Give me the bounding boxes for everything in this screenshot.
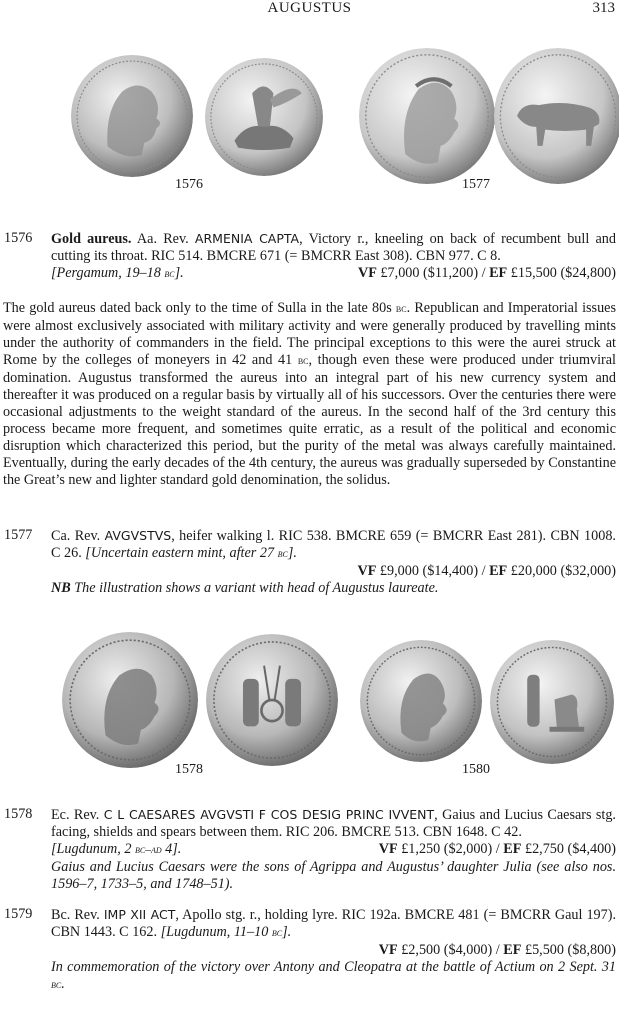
- entry-description: Ec. Rev.: [51, 807, 104, 823]
- entry-title: Gold aureus.: [51, 231, 132, 247]
- price-line: VF £2,500 ($4,000) / EF £5,500 ($8,800): [378, 942, 616, 958]
- coin-1578-obverse-photo: [62, 632, 198, 768]
- entry-note: In commemoration of the victory over Antony and Cleopatra at the battle of Actium on 2 Sept. 31 bc.: [51, 959, 616, 992]
- entry-description: , heifer walking l. RIC 538. BMCRE 659 (= BMCRR East 281). CBN 1008. C 26.: [51, 528, 616, 561]
- running-header-title: AUGUSTUS: [267, 0, 352, 16]
- mint-and-price-line: [51, 841, 616, 859]
- aureus-history-paragraph: The gold aureus dated back only to the time of Sulla in the late 80s bc. Republican and Imperatorial issues were almost exclusively associated with military activity and were generally produced by travelling mints under the authority of commanders in the field. The principal exceptions to this were the aurei struck at Rome by the colleges of moneyers in 42 and 41 bc, though even these were produced under triumviral domination. Augustus transformed the aureus into an integral part of his new currency system and thereafter it was produced on a regular basis by virtually all of his successors. Over the centuries there were occasional adjustments to the weight standard of the aureus. In the second half of the 3rd century this process became more frequent, and sometimes quite erratic, as a result of the political and economic disruption which characterized this period, but the purity of the metal was always carefully maintained. Eventually, during the early decades of the 4th century, the aureus was gradually superseded by Constantine the Great’s new and lighter standard gold denomination, the solidus.: [3, 300, 616, 488]
- figure-caption-1578: 1578: [175, 762, 203, 777]
- coin-1578-reverse-photo: [206, 634, 338, 766]
- entry-text: [51, 806, 616, 893]
- entry-description: Aa. Rev.: [131, 231, 195, 247]
- coin-legend: IMP XII ACT: [103, 907, 176, 922]
- figure-caption-1577: 1577: [462, 177, 490, 192]
- coin-legend: ARMENIA CAPTA: [194, 231, 300, 246]
- coin-1580-obverse-photo: [360, 640, 482, 762]
- entry-note: Gaius and Lucius Caesars were the sons of Agrippa and Augustus’ daughter Julia (see also nos. 1596–7, 1733–5, and 1748–51).: [51, 859, 616, 892]
- mint-attribution: [Uncertain eastern mint, after 27 bc].: [85, 545, 297, 561]
- coin-1577-reverse-photo: [494, 48, 619, 184]
- page-number: 313: [592, 0, 615, 16]
- entry-text: [51, 230, 616, 283]
- coin-legend: AVGVSTVS: [104, 528, 172, 543]
- mint-attribution: [Lugdunum, 2 bc–ad 4].: [51, 841, 182, 857]
- mint-and-price-line: [51, 265, 616, 283]
- entry-text: [51, 527, 616, 597]
- entry-description: Bc. Rev.: [51, 907, 104, 923]
- coin-1576-reverse-photo: [205, 58, 323, 176]
- figure-caption-1576: 1576: [175, 177, 203, 192]
- coin-1580-reverse-photo: [490, 640, 614, 764]
- entry-number: 1579: [4, 906, 33, 922]
- mint-attribution: [Lugdunum, 11–10 bc].: [160, 924, 292, 940]
- entry-note: NB The illustration shows a variant with head of Augustus laureate.: [51, 580, 439, 596]
- entry-number: 1576: [4, 230, 33, 246]
- entry-text: [51, 906, 616, 994]
- entry-description: , Gaius and Lucius Caesars stg. facing, shields and spears between them. RIC 206. BMCRE 513. CBN 1648. C 42.: [51, 807, 616, 840]
- entry-description: , Victory r., kneeling on back of recumbent bull and cutting its throat. RIC 514. BMCRE 671 (= BMCRR East 308). CBN 977. C 8.: [51, 231, 616, 264]
- entry-number: 1577: [4, 527, 33, 543]
- entry-description: Ca. Rev.: [51, 528, 105, 544]
- mint-attribution: [Pergamum, 19–18 bc].: [51, 265, 184, 281]
- coin-legend: C L CAESARES AVGVSTI F COS DESIG PRINC IVVENT: [103, 807, 435, 822]
- price-line: VF £9,000 ($14,400) / EF £20,000 ($32,000): [357, 563, 616, 579]
- price-line: VF £7,000 ($11,200) / EF £15,500 ($24,800): [357, 265, 616, 281]
- figure-caption-1580: 1580: [462, 762, 490, 777]
- price-line: VF £1,250 ($2,000) / EF £2,750 ($4,400): [378, 841, 616, 857]
- coin-1576-obverse-photo: [71, 55, 193, 177]
- entry-description: , Apollo stg. r., holding lyre. RIC 192a. BMCRE 481 (= BMCRR Gaul 197). CBN 1443. C 162.: [51, 907, 616, 940]
- coin-1577-obverse-photo: [359, 48, 495, 184]
- entry-number: 1578: [4, 806, 33, 822]
